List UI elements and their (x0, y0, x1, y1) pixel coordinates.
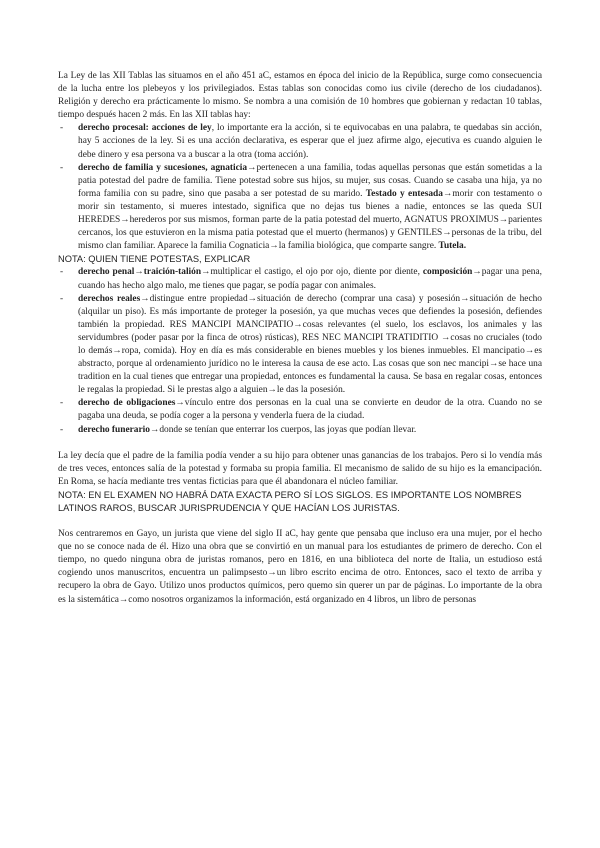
item-term: Tutela. (438, 241, 467, 252)
law-list-1 (58, 122, 542, 253)
note-exam: NOTA: EN EL EXAMEN NO HABRÁ DATA EXACTA PERO SÍ LOS SIGLOS. ES IMPORTANTE LOS NOMBRES LATINOS RAROS, BUSCAR JURISPRUDENCIA Y QUE HACÍAN LOS JURISTAS. (58, 489, 522, 513)
list-dash: - (60, 293, 64, 304)
item-text: →vínculo entre dos personas en la cual una se convierte en deudor de la otra. Cuando no se pagaba una deuda, se podía coger a la persona y venderla fuera de la ciudad. (78, 398, 542, 422)
item-term: derecho funerario (78, 424, 150, 435)
item-text: →donde se tenían que enterrar los cuerpos, las joyas que podían llevar. (149, 424, 417, 435)
list-item (58, 162, 542, 254)
item-text: →distingue entre propiedad→situación de derecho (comprar una casa) y posesión→situación de hecho (alquilar un piso). Es más importante de proteger la posesión, ya que muchas veces que defiendes la posesión, defiendes también la propiedad. RES MANCIPI MANCIPATIO→cosas relevantes (el suelo, los esclavos, los animales y las servidumbres (poder pasar por la finca de otros) rústicas), RES NEC MANCIPI TRATIDITIO →cosas no cruciales (todo lo demás→ropa, comida). Hoy en día es más considerable en bienes muebles y los bienes inmuebles. El mancipatio→es abstracto, porque al ordenamiento jurídico no le interesa la causa de ese acto. Las cosas que son nec mancipi→se hace una tradition en la cual tienes que entregar una propiedad, entonces es fundamental la causa. Se basa en regalar cosas, entonces le regalas la propiedad. Si le prestas algo a alguien→le das la posesión. (78, 293, 542, 396)
item-term: derecho procesal: acciones de ley (78, 123, 212, 134)
list-dash: - (60, 398, 64, 409)
item-term: composición (422, 267, 473, 278)
list-item (58, 424, 542, 437)
list-item (58, 293, 542, 398)
intro-paragraph: La Ley de las XII Tablas las situamos en el año 451 aC, estamos en época del inicio de la República, surge como consecuencia de la lucha entre los plebeyos y los privilegiados. Estas tablas son conocidas como ius civile (derecho de los ciudadanos). Religión y derecho era prácticamente lo mismo. Se nombra a una comisión de 10 hombres que gobiernan y redactan 10 tablas, tiempo después hacen 2 más. En las XII tablas hay: (58, 71, 542, 121)
law-list-2 (58, 266, 542, 436)
list-dash: - (60, 123, 64, 134)
list-dash: - (60, 162, 64, 173)
list-item (58, 266, 542, 292)
gayo-paragraph: Nos centraremos en Gayo, un jurista que viene del siglo II aC, hay gente que pensaba que incluso era una mujer, por el hecho que no se conoce nada de él. Hizo una obra que se convirtió en un manual para los estudiantes de primero de derecho. Con el tiempo, no quedo ninguna obra de juristas romanos, pero en 1816, en una biblioteca del norte de Italia, un estudioso está cogiendo unos manuscritos, encuentra un palimpsesto→un libro escrito encima de otro. Entonces, saco el texto de arriba y recupero la obra de Gayo. Utilizo unos productos químicos, pero quemo sin querer un par de páginas. Lo importante de la obra es la sistemática→como nosotros organizamos la información, está organizado en 4 libros, un libro de personas (58, 529, 542, 605)
item-term: derecho de obligaciones (78, 398, 176, 409)
item-text: , lo importante era la acción, si te equivocabas en una palabra, te quedabas sin acción, hay 5 acciones de la ley. Si es una acción declarativa, es esperar que el juez afirme algo, ejecutiva es cuando alguien le debe dinero y esa persona va a buscar a la otra (toma acción). (78, 123, 543, 160)
list-dash: - (60, 424, 64, 435)
item-term: Testado y entesada (365, 188, 443, 199)
item-text: →multiplicar el castigo, el ojo por ojo, diente por diente, (201, 267, 423, 278)
item-text: →morir con testamento o morir sin testamento, si mueres intestado, significa que no dejas tus bienes a nadie, entonces se las queda SUI HEREDES→herederos por sus mismos, forman parte de la patia potestad del muerto, AGNATUS PROXIMUS→parientes cercanos, los que estuvieron en la misma patia potestad que el muerto (hermanos) y GENTILES→personas de la tribu, del mismo clan familiar. Aparece la familia Cognaticia→la familia biológica, que comparte sangre. (78, 188, 543, 252)
item-text: →pertenecen a una familia, todas aquellas personas que están sometidas a la patia potestad del padre de familia. Tiene potestad sobre sus hijos, su mujer, sus cosas. Cuando se casaba una hija, ya no forma familia con su padre, sino que pasaba a ser potestad de su marido. (78, 162, 542, 199)
item-term: derecho penal→traición-talión (78, 267, 202, 278)
list-dash: - (60, 267, 64, 278)
item-term: derechos reales (78, 293, 141, 304)
list-item (58, 122, 542, 161)
document-page (58, 70, 542, 607)
item-term: derecho de familia y sucesiones, agnaticia (78, 162, 248, 173)
emancipation-paragraph: La ley decía que el padre de la familia podía vender a su hijo para obtener unas ganancias de los trabajos. Pero si lo vendía más de tres veces, entonces salía de la potestad y formaba su propia familia. El mecanismo de salido de su hijo es la emancipación. En Roma, se hacía mediante tres ventas ficticias para que él abandonara el núcleo familiar. (58, 450, 542, 487)
item-text: →pagar una pena, cuando has hecho algo malo, me tienes que pagar, se podía pagar con animales. (78, 267, 542, 291)
note-potestas: NOTA: QUIEN TIENE POTESTAS, EXPLICAR (58, 254, 251, 265)
list-item (58, 397, 542, 423)
